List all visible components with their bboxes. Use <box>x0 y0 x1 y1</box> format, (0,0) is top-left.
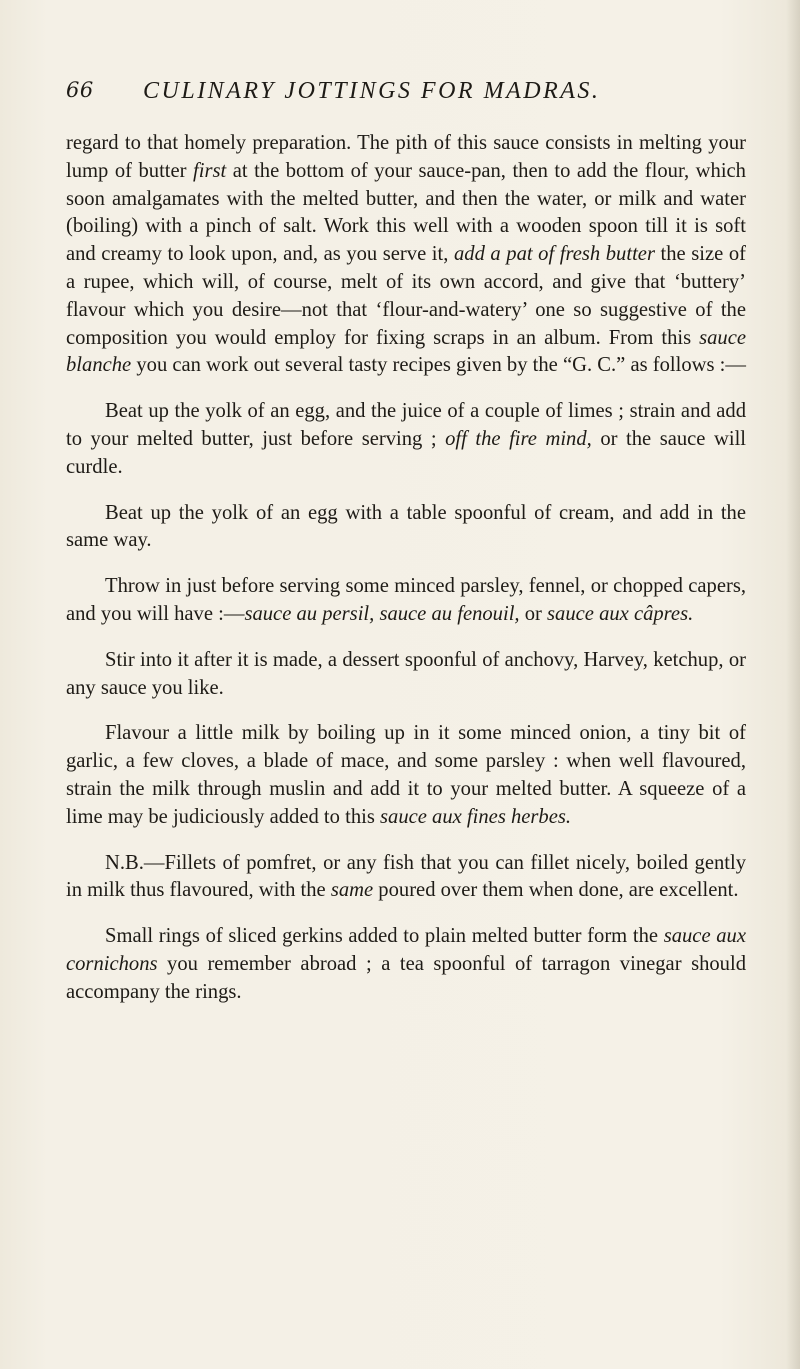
text-run: Small rings of sliced gerkins added to plain melted butter form the <box>105 925 664 948</box>
italic-text: sauce aux câpres. <box>547 602 694 625</box>
text-run: you can work out several tasty recipes given by the “G. C.” as follows :— <box>131 354 746 377</box>
italic-text: add a pat of fresh butter <box>453 243 655 266</box>
text-run: regard to that homely preparation. The pith of this sauce consists in melting your lump of butter <box>66 132 746 182</box>
text-run: Stir into it after it is made, a dessert spoonful of anchovy, Harvey, ketchup, or any sauce you like. <box>66 648 746 699</box>
text-run: you remember abroad ; a tea spoonful of tarragon vinegar should accompany the rings. <box>66 952 746 1003</box>
italic-text: first <box>193 159 227 182</box>
paragraph <box>66 130 746 380</box>
page-header <box>66 78 756 118</box>
paragraph <box>66 647 746 703</box>
page-body <box>66 130 746 1025</box>
text-run: poured over them when done, are excellent. <box>373 879 739 902</box>
page-number: 66 <box>66 78 94 102</box>
paragraph <box>66 500 746 556</box>
paragraph <box>66 850 746 906</box>
paragraph <box>66 923 746 1006</box>
text-run: Beat up the yolk of an egg, and the juice of a couple of limes ; strain and add to your melted butter, just before serving ; <box>66 400 746 450</box>
running-head: CULINARY JOTTINGS FOR MADRAS. <box>143 78 601 104</box>
italic-text: sauce au persil, sauce au fenouil, <box>244 602 520 625</box>
paragraph <box>66 573 746 629</box>
italic-text: sauce blanche <box>66 326 746 377</box>
italic-text: same <box>330 879 374 902</box>
text-run: N.B.—Fillets of pomfret, or any fish that you can fillet nicely, boiled gently in milk thus flavoured, with the <box>66 851 746 902</box>
paragraph <box>66 720 746 831</box>
text-run: Beat up the yolk of an egg with a table spoonful of cream, and add in the same way. <box>66 501 746 552</box>
page-edge-shadow <box>786 0 800 1369</box>
italic-text: off the fire mind, <box>445 427 592 450</box>
text-run: or the sauce will curdle. <box>66 427 747 478</box>
text-run: the size of a rupee, which will, of course, melt of its own accord, and give that ‘buttery’ flavour which you desire—not that ‘flour-and-watery’ one so suggestive of the composition you would employ for fixing scraps in an album. From this <box>66 243 746 349</box>
text-run: or <box>519 602 548 625</box>
text-run: at the bottom of your sauce-pan, then to add the flour, which soon amalgamates with the melted butter, and then the water, or milk and water (boiling) with a pinch of salt. Work this well with a wooden spoon till it is soft and creamy to look upon, and, as you serve it, <box>66 159 746 266</box>
italic-text: sauce aux fines herbes. <box>380 805 572 828</box>
italic-text: sauce aux cornichons <box>66 925 746 975</box>
paragraph <box>66 398 746 481</box>
text-run: Throw in just before serving some minced parsley, fennel, or chopped capers, and you will have :— <box>66 575 746 625</box>
text-run: Flavour a little milk by boiling up in it some minced onion, a tiny bit of garlic, a few cloves, a blade of mace, and some parsley : when well flavoured, strain the milk through muslin and add it to your melted butter. A squeeze of a lime may be judiciously added to this <box>66 722 746 828</box>
